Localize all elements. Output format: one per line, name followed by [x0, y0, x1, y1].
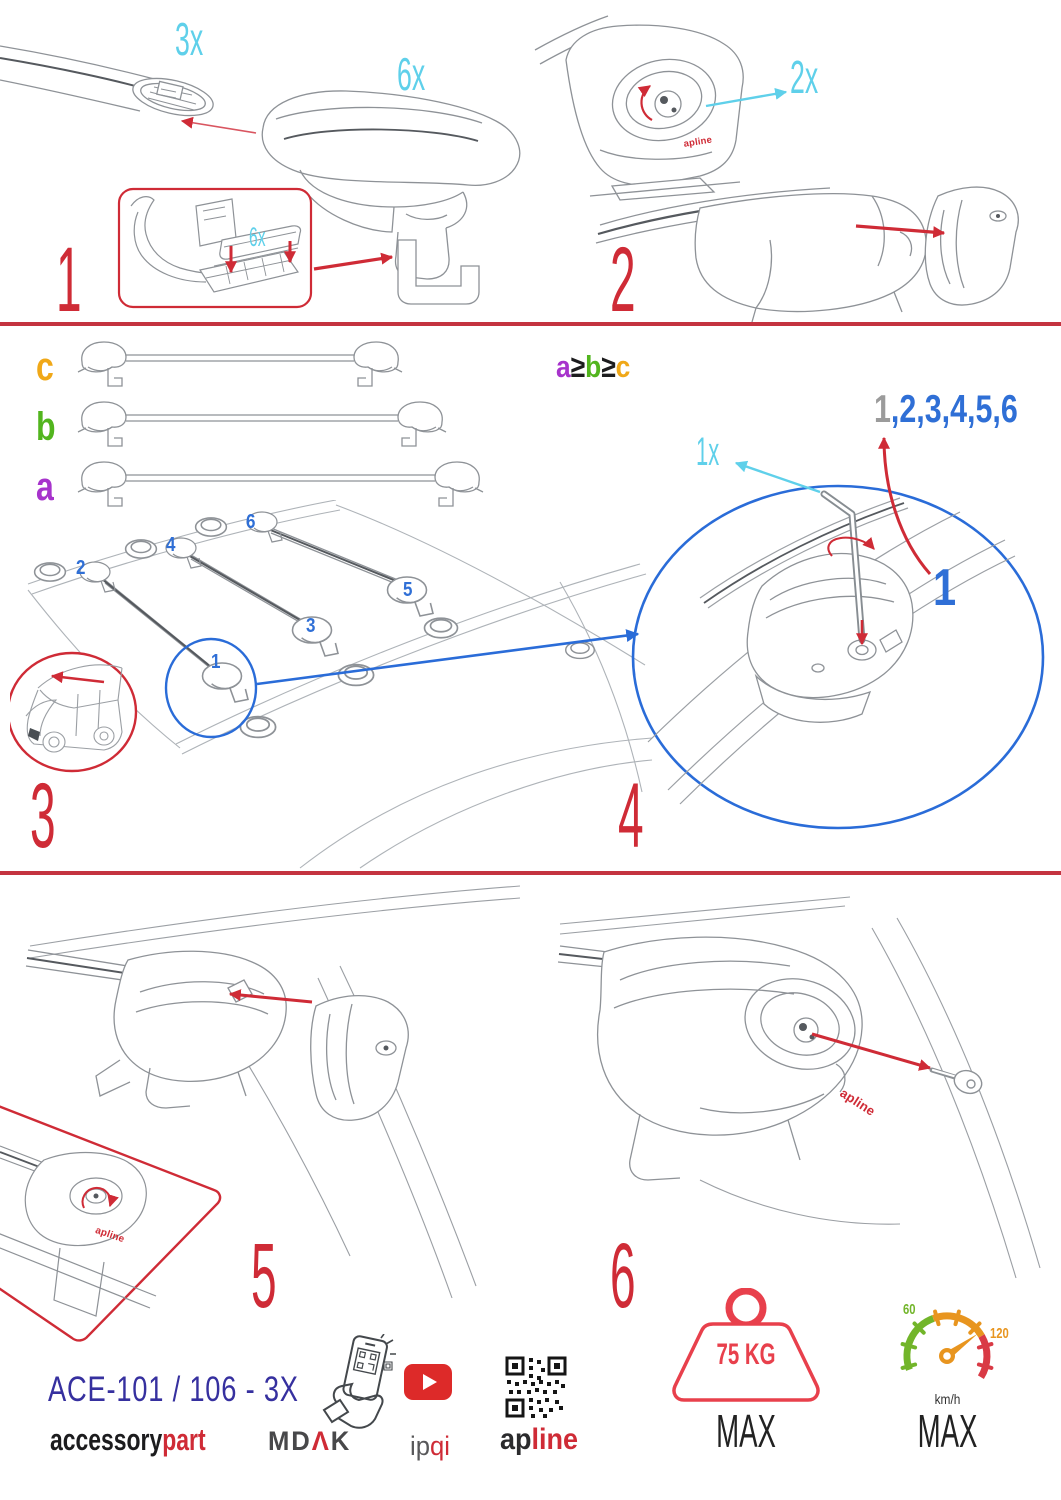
step5-foot-drawing: [26, 950, 408, 1120]
step2-number: 2: [610, 229, 636, 331]
tighten-order-label: [874, 390, 1018, 429]
step1-number: 1: [56, 229, 82, 331]
step4-illustration: [615, 385, 1061, 865]
order-sequence-arrow: [884, 438, 930, 574]
product-code: ACE-101 / 106 - 3X: [48, 1370, 299, 1409]
rule-c: c: [615, 349, 631, 384]
apline-line: line: [531, 1423, 579, 1456]
speed-low-label: 60: [903, 1301, 916, 1318]
step4-number: 4: [618, 765, 644, 867]
tighten-order-rest: ,2,3,4,5,6: [890, 388, 1018, 431]
mdak-caret: Λ: [311, 1426, 331, 1456]
bar-b-drawing: [78, 402, 446, 446]
step3-number: 3: [30, 765, 56, 867]
apline-logo-step6: apline: [837, 1085, 879, 1119]
bar-c-drawing: [78, 342, 402, 386]
step2-lock-qty-label: 2x: [790, 51, 819, 103]
weight-value-label: 75 KG: [716, 1338, 776, 1371]
qr-code: [505, 1356, 567, 1418]
tool-qty-arrow: [736, 463, 820, 492]
mdak-logo: [268, 1428, 351, 1455]
roof-position-1: 1: [211, 651, 221, 673]
mdak-k: K: [330, 1426, 352, 1456]
order-start-label: 1: [933, 559, 957, 617]
tighten-order-first: 1: [874, 388, 891, 431]
rule-a: a: [556, 349, 571, 384]
accessorypart-black: accessory: [50, 1422, 163, 1457]
apline-logo-footer: [500, 1425, 578, 1455]
zoom-foot-drawing: [747, 554, 913, 723]
bar-c-label: c: [36, 345, 54, 389]
section-divider-2: [0, 871, 1061, 875]
roof-position-4: 4: [166, 534, 176, 556]
roof-position-5: 5: [403, 579, 413, 601]
step1-foot-qty-label: 6x: [397, 48, 426, 100]
roof-position-2: 2: [76, 557, 86, 579]
rule-b: b: [585, 349, 602, 384]
youtube-icon: [404, 1364, 452, 1400]
step6-foot-drawing: [558, 937, 867, 1180]
roof-position-6: 6: [246, 511, 256, 533]
insert-bar-arrow: [182, 121, 256, 133]
bar-b-label: b: [36, 405, 56, 449]
step1-pad-qty-label: 6x: [249, 222, 266, 252]
step1-bar-qty-label: 3x: [175, 13, 204, 65]
rule-ge2: ≥: [601, 349, 616, 384]
apline-logo-step2: apline: [682, 134, 713, 150]
step6-number: 6: [610, 1225, 636, 1327]
rule-ge1: ≥: [570, 349, 586, 384]
ipqi-qi: qi: [429, 1431, 450, 1461]
size-rule-label: [556, 351, 630, 382]
endcap-assembly-drawing: [596, 187, 1018, 322]
phone-scan-icon: [318, 1334, 396, 1430]
section-divider-1: [0, 322, 1061, 326]
roof-position-3: 3: [306, 615, 316, 637]
key-drawing: [932, 1067, 985, 1097]
apline-ap: ap: [500, 1423, 532, 1456]
step5-number: 5: [251, 1225, 277, 1327]
weight-max-label: MAX: [716, 1405, 776, 1457]
inset-to-foot-arrow: [314, 257, 392, 269]
bar-a-label: a: [36, 465, 54, 509]
accessorypart-red: part: [162, 1422, 206, 1457]
ipqi-logo: [410, 1433, 450, 1460]
mdak-md: MD: [268, 1426, 312, 1456]
speed-unit-label: km/h: [934, 1391, 961, 1407]
apline-logo-step5: apline: [93, 1225, 126, 1246]
speed-high-label: 120: [990, 1325, 1009, 1342]
ipqi-ip: ip: [410, 1431, 430, 1461]
step4-tool-qty-label: 1x: [696, 430, 720, 474]
roof-mounting-drawing: [10, 500, 658, 870]
accessorypart-logo: [50, 1424, 206, 1455]
foot-lock-drawing: [535, 16, 743, 200]
speed-max-label: MAX: [917, 1405, 978, 1457]
